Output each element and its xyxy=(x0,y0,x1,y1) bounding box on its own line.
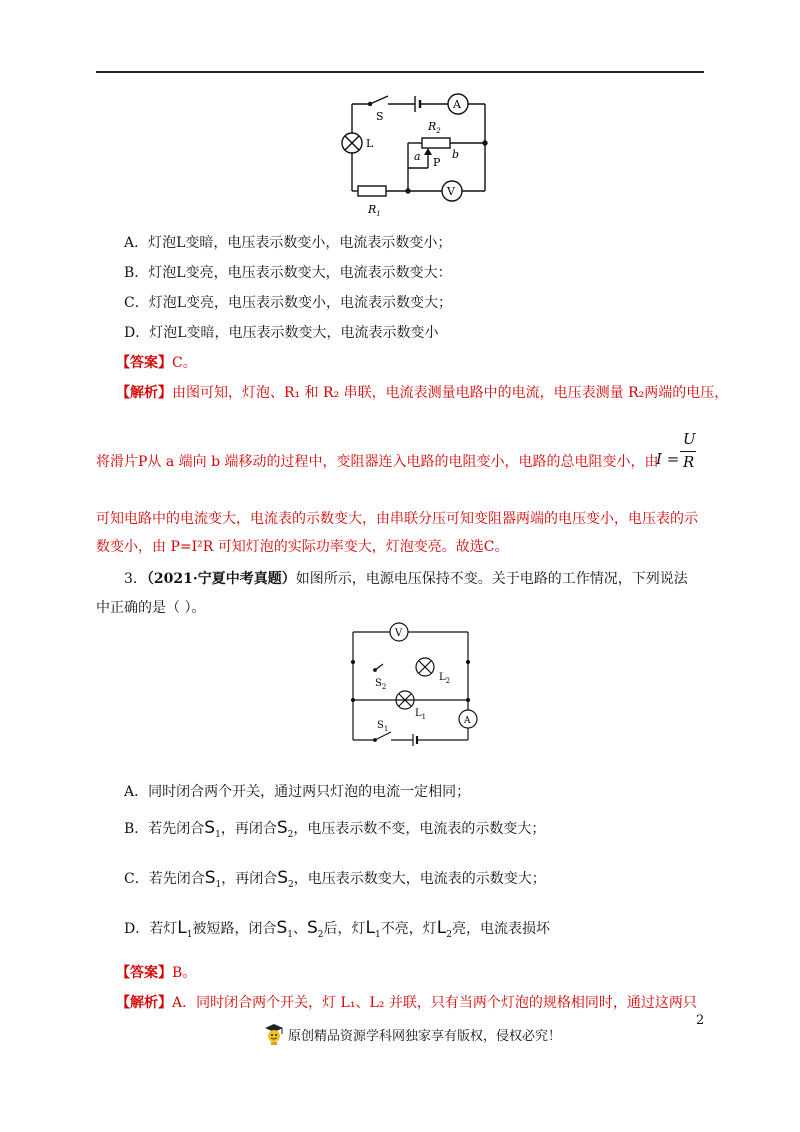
q2-analysis-line4: 数变小，由 P=I²R 可知灯泡的实际功率变大，灯泡变亮。故选C。 xyxy=(96,539,509,555)
formula-bar xyxy=(680,451,696,452)
page-number: 2 xyxy=(696,1013,705,1028)
q2-analysis-line1: 【解析】由图可知，灯泡、R₁ 和 R₂ 串联，电流表测量电路中的电流，电压表测量 R₂两端的电压， xyxy=(116,385,729,401)
svg-text:L1 xyxy=(415,708,426,721)
q2-option-a: A．灯泡L变暗，电压表示数变小，电流表示数变小； xyxy=(124,235,452,251)
q2-analysis-line3: 可知电路中的电流变大，电流表的示数变大，由串联分压可知变阻器两端的电压变小，电压表的示 xyxy=(96,511,698,527)
svg-text:S1 xyxy=(377,720,388,733)
q3-answer: 【答案】B。 xyxy=(116,965,197,981)
q3-l1-label: L xyxy=(415,708,422,719)
q3-l2-sub: 2 xyxy=(445,677,451,685)
svg-text:S2 xyxy=(375,678,386,691)
slider-end-b: b xyxy=(452,148,460,161)
r2-sub: 2 xyxy=(436,127,441,135)
svg-text:L2 xyxy=(439,672,450,685)
r2-label: R xyxy=(428,120,437,133)
circuit-diagram-2 xyxy=(345,620,480,755)
q3-s1-sub: 1 xyxy=(383,725,389,733)
q3-option-d: D．若灯$L_1$被短路，闭合$S_1$、$S_2$后，灯$L_1$不亮，灯$L_2$亮，电流表损坏 xyxy=(124,918,550,940)
header-rule xyxy=(96,71,704,73)
q2-option-c: C．灯泡L变亮，电压表示数变小，电流表示数变大； xyxy=(124,295,453,311)
answer-label: 【答案】 xyxy=(116,355,172,371)
q2-answer xyxy=(116,352,197,372)
q3-option-c: C．若先闭合$S_1$，再闭合$S_2$，电压表示数变大，电流表的示数变大； xyxy=(124,868,546,890)
formula-denominator: R xyxy=(683,453,695,471)
slider-end-a: a xyxy=(414,150,421,163)
q3-l2-label: L xyxy=(439,672,446,683)
answer-value: C。 xyxy=(172,355,197,371)
slider-label: P xyxy=(433,156,441,169)
q2-analysis-line2: 将滑片P从 a 端向 b 端移动的过程中，变阻器连入电路的电阻变小，电路的总电阻变小，由 xyxy=(96,454,659,470)
q3-analysis-line1: 【解析】A．同时闭合两个开关，灯 L₁、L₂ 并联，只有当两个灯泡的规格相同时，通过这两只 xyxy=(116,995,697,1011)
q3-voltmeter-label: V xyxy=(395,628,403,639)
q3-l1-sub: 1 xyxy=(421,713,427,721)
switch-label: S xyxy=(376,110,384,123)
svg-text:R2 xyxy=(427,120,441,135)
q3-ammeter-label: A xyxy=(464,716,471,726)
q2-option-b: B．灯泡L变亮，电压表示数变大，电流表示数变大： xyxy=(124,265,452,281)
formula-numerator: U xyxy=(683,430,696,448)
formula-lhs: I = xyxy=(656,450,680,468)
q2-option-d: D．灯泡L变暗，电压表示数变大，电流表示数变小 xyxy=(124,325,439,341)
q3-option-b: B．若先闭合$S_1$，再闭合$S_2$，电压表示数不变，电流表的示数变大； xyxy=(124,818,546,840)
q3-stem-line1: 3．（2021·宁夏中考真题）如图所示，电源电压保持不变。关于电路的工作情况，下列说法 xyxy=(124,571,688,587)
analysis-label: 【解析】 xyxy=(116,385,172,401)
r1-sub: 1 xyxy=(376,210,381,218)
footer-text: 原创精品资源学科网独家享有版权，侵权必究！ xyxy=(288,1028,562,1044)
circuit-diagram-1 xyxy=(330,88,500,218)
q3-s2-sub: 2 xyxy=(381,683,387,691)
svg-text:R1 xyxy=(367,203,381,218)
lamp-label: L xyxy=(366,137,374,150)
voltmeter-label: V xyxy=(447,185,455,198)
r1-label: R xyxy=(368,203,377,216)
ammeter-label: A xyxy=(453,98,461,111)
q3-stem-line2: 中正确的是（ ）。 xyxy=(96,600,206,616)
q3-s1-label: S xyxy=(377,720,384,731)
mascot-logo-icon xyxy=(262,1022,286,1046)
footer xyxy=(262,1022,561,1046)
q3-option-a: A．同时闭合两个开关，通过两只灯泡的电流一定相同； xyxy=(124,784,471,800)
q3-s2-label: S xyxy=(375,678,382,689)
